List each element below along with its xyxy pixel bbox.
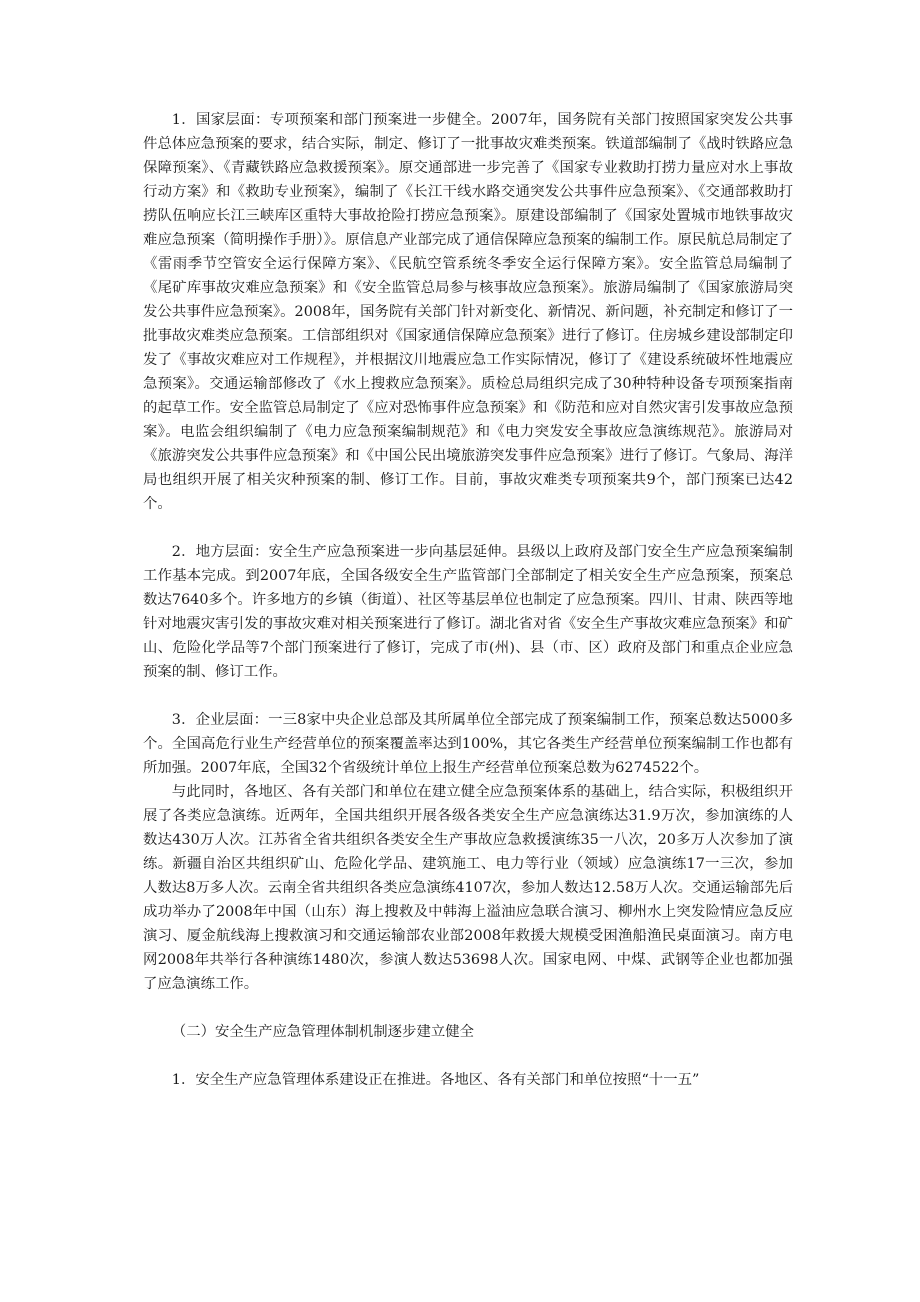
document-body bbox=[143, 108, 793, 1092]
section-heading: （二）安全生产应急管理体制机制逐步建立健全 bbox=[171, 1024, 475, 1040]
paragraph-drills: 与此同时，各地区、各有关部门和单位在建立健全应急预案体系的基础上，结合实际，积极组织开展了各类应急演练。近两年，全国共组织开展各级各类安全生产应急演练达31.9万次，参加演练的人数达430万人次。江苏省全省共组织各类安全生产事故应急救援演练35一八次，20多万人次参加了演练。新疆自治区共组织矿山、危险化学品、建筑施工、电力等行业（领域）应急演练17一三次，参加人数达8万多人次。云南全省共组织各类应急演练4107次，参加人数达12.58万人次。交通运输部先后成功举办了2008年中国（山东）海上搜救及中韩海上溢油应急联合演习、柳州水上突发险情应急反应演习、厦金航线海上搜救演习和交通运输部农业部2008年救援大规模受困渔船渔民桌面演习。南方电网2008年共举行各种演练1480次，参演人数达53698人次。国家电网、中煤、武钢等企业也都加强了应急演练工作。 bbox=[143, 784, 793, 992]
paragraph-local-level: 2．地方层面：安全生产应急预案进一步向基层延伸。县级以上政府及部门安全生产应急预案编制工作基本完成。到2007年底，全国各级安全生产监管部门全部制定了相关安全生产应急预案，预案总数达7640多个。许多地方的乡镇（街道）、社区等基层单位也制定了应急预案。四川、甘肃、陕西等地针对地震灾害引发的事故灾难对相关预案进行了修订。湖北省对省《安全生产事故灾难应急预案》和矿山、危险化学品等7个部门预案进行了修订，完成了市(州)、县（市、区）政府及部门和重点企业应急预案的制、修订工作。 bbox=[143, 544, 793, 680]
paragraph-management-system: 1．安全生产应急管理体系建设正在推进。各地区、各有关部门和单位按照“十一五” bbox=[171, 1072, 700, 1088]
paragraph-national-level: 1．国家层面：专项预案和部门预案进一步健全。2007年，国务院有关部门按照国家突发公共事件总体应急预案的要求，结合实际，制定、修订了一批事故灾难类预案。铁道部编制了《战时铁路应急保障预案》、《青藏铁路应急救援预案》。原交通部进一步完善了《国家专业救助打捞力量应对水上事故行动方案》和《救助专业预案》，编制了《长江干线水路交通突发公共事件应急预案》、《交通部救助打捞队伍响应长江三峡库区重特大事故抢险打捞应急预案》。原建设部编制了《国家处置城市地铁事故灾难应急预案（简明操作手册）》。原信息产业部完成了通信保障应急预案的编制工作。原民航总局制定了《雷雨季节空管安全运行保障方案》、《民航空管系统冬季安全运行保障方案》。安全监管总局编制了《尾矿库事故灾难应急预案》和《安全监管总局参与核事故应急预案》。旅游局编制了《国家旅游局突发公共事件应急预案》。2008年，国务院有关部门针对新变化、新情况、新问题，补充制定和修订了一批事故灾难类应急预案。工信部组织对《国家通信保障应急预案》进行了修订。住房城乡建设部制定印发了《事故灾难应对工作规程》，并根据汶川地震应急工作实际情况，修订了《建设系统破坏性地震应急预案》。交通运输部修改了《水上搜救应急预案》。质检总局组织完成了30种特种设备专项预案指南的起草工作。安全监管总局制定了《应对恐怖事件应急预案》和《防范和应对自然灾害引发事故应急预案》。电监会组织编制了《电力应急预案编制规范》和《电力突发安全事故应急演练规范》。旅游局对《旅游突发公共事件应急预案》和《中国公民出境旅游突发事件应急预案》进行了修订。气象局、海洋局也组织开展了相关灾种预案的制、修订工作。目前，事故灾难类专项预案共9个，部门预案已达42个。 bbox=[143, 112, 793, 512]
paragraph-enterprise-level: 3．企业层面：一三8家中央企业总部及其所属单位全部完成了预案编制工作，预案总数达5000多个。全国高危行业生产经营单位的预案覆盖率达到100%，其它各类生产经营单位预案编制工作也都有所加强。2007年底，全国32个省级统计单位上报生产经营单位预案总数为6274522个。 bbox=[143, 712, 793, 776]
